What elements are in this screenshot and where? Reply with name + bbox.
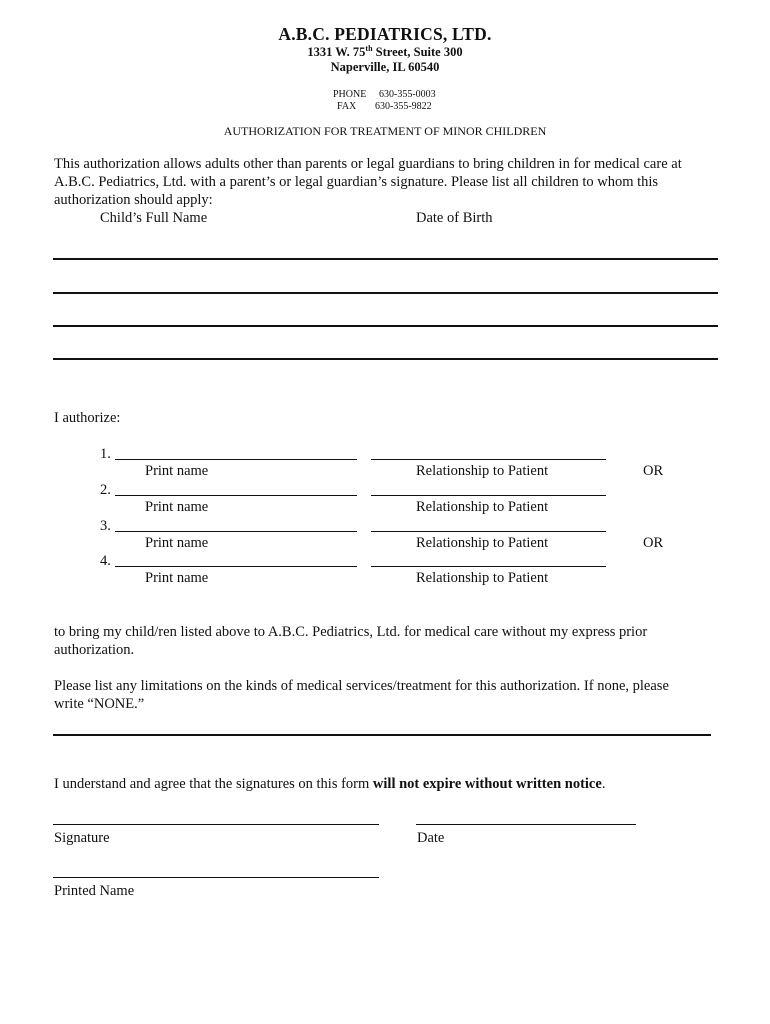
street-address: 1331 W. 75th Street, Suite 300	[307, 44, 463, 60]
practice-name: A.B.C. PEDIATRICS, LTD.	[278, 24, 492, 44]
child-entry-line-4[interactable]	[53, 358, 718, 360]
row-number: 2.	[100, 482, 111, 498]
child-entry-line-2[interactable]	[53, 292, 718, 294]
print-name-label: Print name	[145, 570, 209, 586]
purpose-line-1: to bring my child/ren listed above to A.B.C. Pediatrics, Ltd. for medical care without my express prior	[54, 624, 648, 640]
child-name-header: Child’s Full Name	[100, 210, 208, 226]
intro-line-1: This authorization allows adults other than parents or legal guardians to bring children in for medical care at	[54, 156, 682, 172]
relationship-field[interactable]	[371, 459, 606, 460]
intro-line-2: A.B.C. Pediatrics, Ltd. with a parent’s or legal guardian’s signature. Please list all children to whom this	[54, 174, 659, 190]
limitations-line-1: Please list any limitations on the kinds of medical services/treatment for this authorization. If none, please	[54, 678, 669, 694]
row-number: 3.	[100, 518, 111, 534]
fax-label: FAX	[337, 101, 357, 112]
print-name-field[interactable]	[115, 566, 357, 567]
printed-name-label: Printed Name	[54, 883, 135, 899]
form-title: AUTHORIZATION FOR TREATMENT OF MINOR CHILDREN	[223, 124, 547, 138]
intro-line-3: authorization should apply:	[54, 192, 213, 208]
fax-value: 630-355-9822	[375, 101, 432, 112]
agreement-statement: I understand and agree that the signatures on this form will not expire without written notice.	[54, 776, 606, 792]
signature-field[interactable]	[53, 824, 379, 825]
print-name-label: Print name	[145, 499, 209, 515]
phone-value: 630-355-0003	[379, 89, 436, 100]
print-name-field[interactable]	[115, 495, 357, 496]
print-name-field[interactable]	[115, 531, 357, 532]
or-label: OR	[643, 535, 664, 551]
relationship-field[interactable]	[371, 531, 606, 532]
signature-label: Signature	[54, 830, 110, 846]
print-name-label: Print name	[145, 463, 209, 479]
date-label: Date	[417, 830, 445, 846]
relationship-field[interactable]	[371, 566, 606, 567]
date-field[interactable]	[416, 824, 636, 825]
relationship-label: Relationship to Patient	[416, 499, 549, 515]
authorize-label: I authorize:	[54, 410, 121, 426]
purpose-line-2: authorization.	[54, 642, 135, 658]
row-number: 1.	[100, 446, 111, 462]
print-name-field[interactable]	[115, 459, 357, 460]
city-state-zip: Naperville, IL 60540	[330, 60, 440, 74]
print-name-label: Print name	[145, 535, 209, 551]
row-number: 4.	[100, 553, 111, 569]
phone-label: PHONE	[333, 89, 367, 100]
relationship-label: Relationship to Patient	[416, 463, 549, 479]
relationship-label: Relationship to Patient	[416, 570, 549, 586]
relationship-label: Relationship to Patient	[416, 535, 549, 551]
printed-name-field[interactable]	[53, 877, 379, 878]
limitations-field[interactable]	[53, 734, 711, 736]
agreement-emphasis: will not expire without written notice	[372, 776, 602, 792]
dob-header: Date of Birth	[416, 210, 493, 226]
limitations-line-2: write “NONE.”	[54, 696, 145, 712]
child-entry-line-3[interactable]	[53, 325, 718, 327]
child-entry-line-1[interactable]	[53, 258, 718, 260]
or-label: OR	[643, 463, 664, 479]
relationship-field[interactable]	[371, 495, 606, 496]
